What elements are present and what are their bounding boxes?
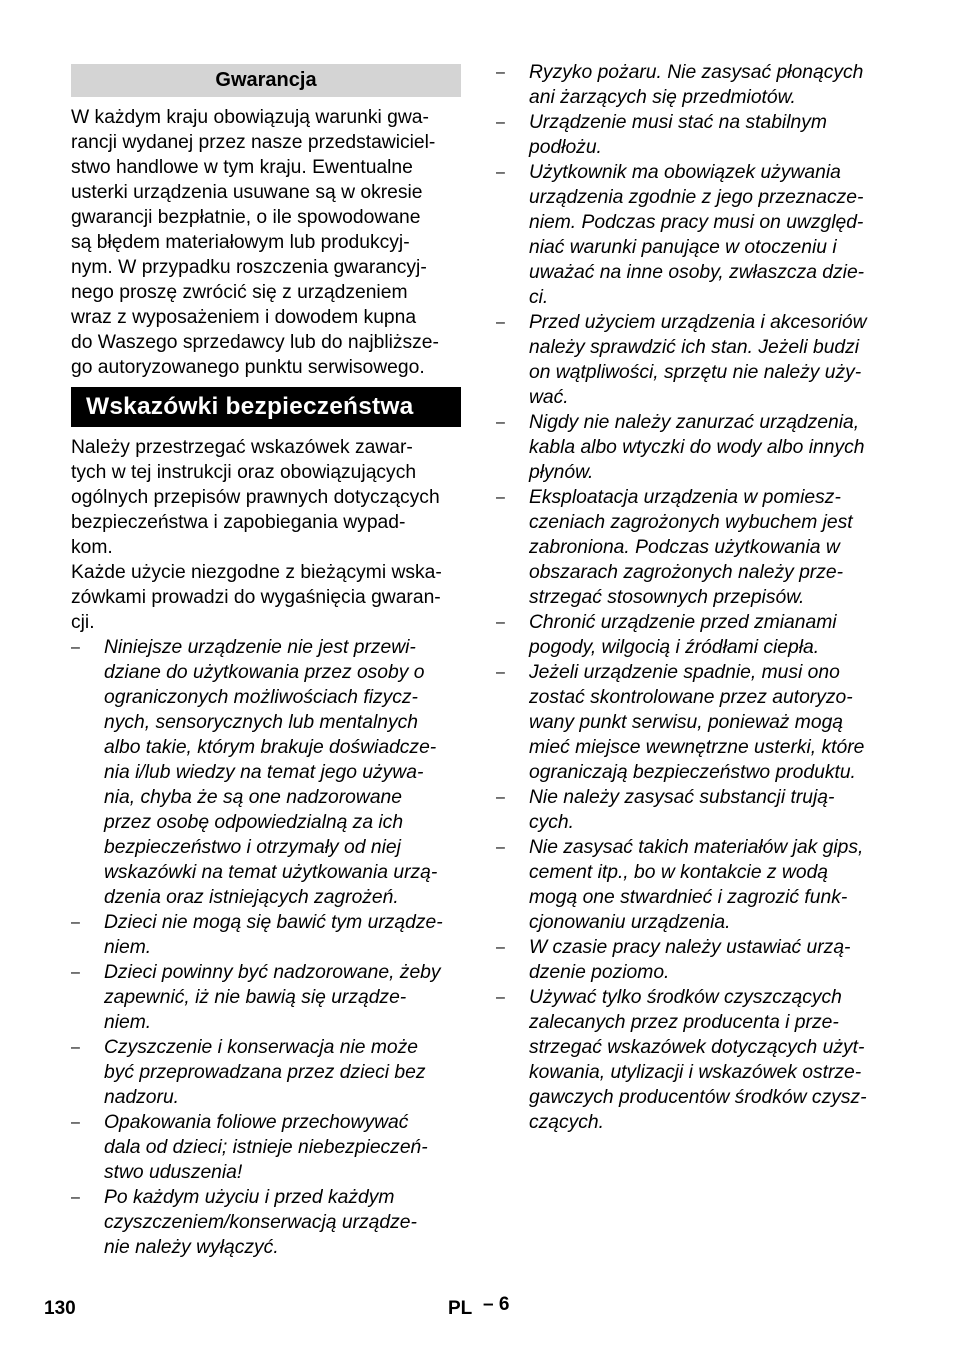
text-line: należy sprawdzić ich stan. Jeżeli budzi [529, 337, 860, 358]
text-line: dziane do użytkowania przez osoby o [104, 662, 425, 683]
text-line: Używać tylko środków czyszczących [529, 987, 842, 1008]
text-line: są błędem materiałowym lub produkcyj- [71, 232, 410, 253]
text-line: czyszczeniem/konserwacją urządze- [104, 1212, 417, 1233]
safety-intro-2 [71, 560, 461, 635]
list-item-text [529, 162, 864, 308]
text-line: strzegać stosownych przepisów. [529, 587, 805, 608]
text-line: wany punkt serwisu, ponieważ mogą [529, 712, 844, 733]
text-line: Dzieci powinny być nadzorowane, żeby [104, 962, 441, 983]
text-line: Nigdy nie należy zanurzać urządzenia, [529, 412, 860, 433]
text-line: on wątpliwości, sprzętu nie należy uży- [529, 362, 862, 383]
text-line: Czyszczenie i konserwacja nie może [104, 1037, 418, 1058]
list-item [496, 935, 888, 985]
text-line: Ryzyko pożaru. Nie zasysać płonących [529, 62, 864, 83]
text-line: stwo handlowe w tym kraju. Ewentualne [71, 157, 413, 178]
text-line: cych. [529, 812, 575, 833]
text-line: czeniach zagrożonych wybuchem jest [529, 512, 853, 533]
text-line: nia i/lub wiedzy na temat jego używa- [104, 762, 424, 783]
list-item [496, 660, 888, 785]
dash-bullet: – [496, 414, 505, 431]
list-item-text [529, 62, 863, 108]
text-line: usterki urządzenia usuwane są w okresie [71, 182, 423, 203]
list-item [496, 985, 888, 1135]
left-column [71, 60, 461, 1260]
list-item [71, 910, 461, 960]
text-line: ogólnych przepisów prawnych dotyczących [71, 487, 440, 508]
list-item [496, 785, 888, 835]
warranty-heading: Gwarancja [71, 64, 461, 97]
list-item-text [529, 412, 864, 483]
text-line: dzenie poziomo. [529, 962, 670, 983]
warranty-text [71, 105, 461, 380]
dash-bullet: – [496, 164, 505, 181]
text-line: uważać na inne osoby, zwłaszcza dzie- [529, 262, 865, 283]
text-line: cement itp., bo w kontakcie z wodą [529, 862, 829, 883]
text-line: Urządzenie musi stać na stabilnym [529, 112, 827, 133]
text-line: Nie należy zasysać substancji trują- [529, 787, 835, 808]
text-line: czących. [529, 1112, 605, 1133]
text-line: Jeżeli urządzenie spadnie, musi ono [529, 662, 840, 683]
list-item [71, 960, 461, 1035]
text-line: cji. [71, 612, 95, 633]
dash-bullet: – [496, 839, 505, 856]
list-item [496, 110, 888, 160]
list-item [71, 1035, 461, 1110]
text-line: niem. Podczas pracy musi on uwzględ- [529, 212, 864, 233]
list-item-text [104, 1187, 417, 1258]
text-line: mogą one stwardnieć i zagrozić funk- [529, 887, 848, 908]
text-line: stwo uduszenia! [104, 1162, 243, 1183]
text-line: Przed użyciem urządzenia i akcesoriów [529, 312, 867, 333]
text-line: pogody, wilgocią i źródłami ciepła. [529, 637, 820, 658]
text-line: Należy przestrzegać wskazówek zawar- [71, 437, 413, 458]
text-line: płynów. [529, 462, 594, 483]
safety-list-right [496, 60, 888, 1135]
list-item-text [104, 912, 443, 958]
text-line: ani żarzących się przedmiotów. [529, 87, 796, 108]
text-line: W każdym kraju obowiązują warunki gwa- [71, 107, 429, 128]
list-item [496, 410, 888, 485]
text-line: zalecanych przez producenta i prze- [529, 1012, 839, 1033]
text-line: niem. [104, 937, 152, 958]
list-item-text [104, 1037, 426, 1108]
list-item-text [529, 612, 837, 658]
list-item [71, 635, 461, 910]
text-line: Dzieci nie mogą się bawić tym urządze- [104, 912, 443, 933]
dash-bullet: – [496, 64, 505, 81]
dash-bullet: – [496, 789, 505, 806]
dash-bullet: – [496, 314, 505, 331]
list-item [496, 160, 888, 310]
text-line: być przeprowadzana przez dzieci bez [104, 1062, 426, 1083]
text-line: dzenia oraz istniejących zagrożeń. [104, 887, 399, 908]
text-line: nia, chyba że są one nadzorowane [104, 787, 402, 808]
text-line: zabroniona. Podczas użytkowania w [529, 537, 840, 558]
list-item [496, 485, 888, 610]
text-line: dala od dzieci; istnieje niebezpieczeń- [104, 1137, 428, 1158]
text-line: ograniczają bezpieczeństwo produktu. [529, 762, 856, 783]
text-line: podłożu. [529, 137, 602, 158]
text-line: kom. [71, 537, 113, 558]
text-line: zówkami prowadzi do wygaśnięcia gwaran- [71, 587, 441, 608]
text-line: Eksploatacja urządzenia w pomiesz- [529, 487, 841, 508]
text-line: obszarach zagrożonych należy prze- [529, 562, 844, 583]
safety-list-left [71, 635, 461, 1260]
text-line: Po każdym użyciu i przed każdym [104, 1187, 395, 1208]
text-line: Opakowania foliowe przechowywać [104, 1112, 409, 1133]
text-line: bezpieczeństwa i zapobiegania wypad- [71, 512, 406, 533]
dash-bullet: – [71, 1039, 80, 1056]
list-item-text [529, 787, 834, 833]
text-line: Chronić urządzenie przed zmianami [529, 612, 837, 633]
text-line: nie należy wyłączyć. [104, 1237, 279, 1258]
list-item [496, 835, 888, 935]
text-line: go autoryzowanego punktu serwisowego. [71, 357, 425, 378]
text-line: zostać skontrolowane przez autoryzo- [529, 687, 853, 708]
language-code: PL [448, 1298, 473, 1319]
list-item-text [104, 962, 441, 1033]
list-item [496, 310, 888, 410]
page-number: 130 [44, 1298, 76, 1319]
dash-bullet: – [496, 489, 505, 506]
list-item-text [104, 1112, 428, 1183]
dash-bullet: – [496, 614, 505, 631]
text-line: do Waszego sprzedawcy lub do najbliższe- [71, 332, 439, 353]
dash-bullet: – [496, 114, 505, 131]
text-line: W czasie pracy należy ustawiać urzą- [529, 937, 851, 958]
text-line: urządzenia zgodnie z jego przeznacze- [529, 187, 864, 208]
text-line: ci. [529, 287, 549, 308]
text-line: ograniczonych możliwościach fizycz- [104, 687, 418, 708]
list-item-text [529, 987, 867, 1133]
text-line: niem. [104, 1012, 152, 1033]
dash-bullet: – [71, 1114, 80, 1131]
right-column [496, 60, 888, 1135]
text-line: Każde użycie niezgodne z bieżącymi wska- [71, 562, 442, 583]
text-line: Użytkownik ma obowiązek używania [529, 162, 841, 183]
list-item [71, 1110, 461, 1185]
dash-bullet: – [496, 664, 505, 681]
list-item [71, 1185, 461, 1260]
text-line: zapewnić, iż nie bawią się urządze- [104, 987, 407, 1008]
text-line: wskazówki na temat użytkowania urzą- [104, 862, 438, 883]
text-line: kabla albo wtyczki do wody albo innych [529, 437, 865, 458]
text-line: nadzoru. [104, 1087, 180, 1108]
list-item-text [529, 662, 864, 783]
dash-bullet: – [71, 914, 80, 931]
dash-bullet: – [71, 964, 80, 981]
list-item-text [529, 937, 850, 983]
list-item-text [529, 487, 853, 608]
text-line: bezpieczeństwo i otrzymały od niej [104, 837, 401, 858]
text-line: nego proszę zwrócić się z urządzeniem [71, 282, 408, 303]
text-line: nym. W przypadku roszczenia gwarancyj- [71, 257, 427, 278]
text-line: gawczych producentów środków czysz- [529, 1087, 867, 1108]
dash-bullet: – [496, 939, 505, 956]
safety-intro-1 [71, 435, 461, 560]
list-item [496, 610, 888, 660]
text-line: niać warunki panujące w otoczeniu i [529, 237, 837, 258]
text-line: kowania, utylizacji i wskazówek ostrze- [529, 1062, 862, 1083]
text-line: gwarancji bezpłatnie, o ile spowodowane [71, 207, 421, 228]
text-line: Nie zasysać takich materiałów jak gips, [529, 837, 864, 858]
list-item-text [104, 637, 437, 908]
list-item [496, 60, 888, 110]
text-line: wać. [529, 387, 569, 408]
list-item-text [529, 837, 863, 933]
dash-bullet: – [496, 989, 505, 1006]
list-item-text [529, 112, 827, 158]
text-line: strzegać wskazówek dotyczących użyt- [529, 1037, 865, 1058]
text-line: nych, sensorycznych lub mentalnych [104, 712, 419, 733]
list-item-text [529, 312, 867, 408]
text-line: przez osobę odpowiedzialną za ich [104, 812, 404, 833]
text-line: Niniejsze urządzenie nie jest przewi- [104, 637, 416, 658]
text-line: rancji wydanej przez nasze przedstawiciel- [71, 132, 436, 153]
safety-heading: Wskazówki bezpieczeństwa [71, 387, 461, 427]
section-page: – 6 [483, 1294, 510, 1315]
text-line: albo takie, którym brakuje doświadcze- [104, 737, 437, 758]
text-line: cjonowaniu urządzenia. [529, 912, 731, 933]
dash-bullet: – [71, 639, 80, 656]
text-line: wraz z wyposażeniem i dowodem kupna [71, 307, 417, 328]
dash-bullet: – [71, 1189, 80, 1206]
text-line: tych w tej instrukcji oraz obowiązujących [71, 462, 417, 483]
text-line: mieć miejsce wewnętrzne usterki, które [529, 737, 865, 758]
